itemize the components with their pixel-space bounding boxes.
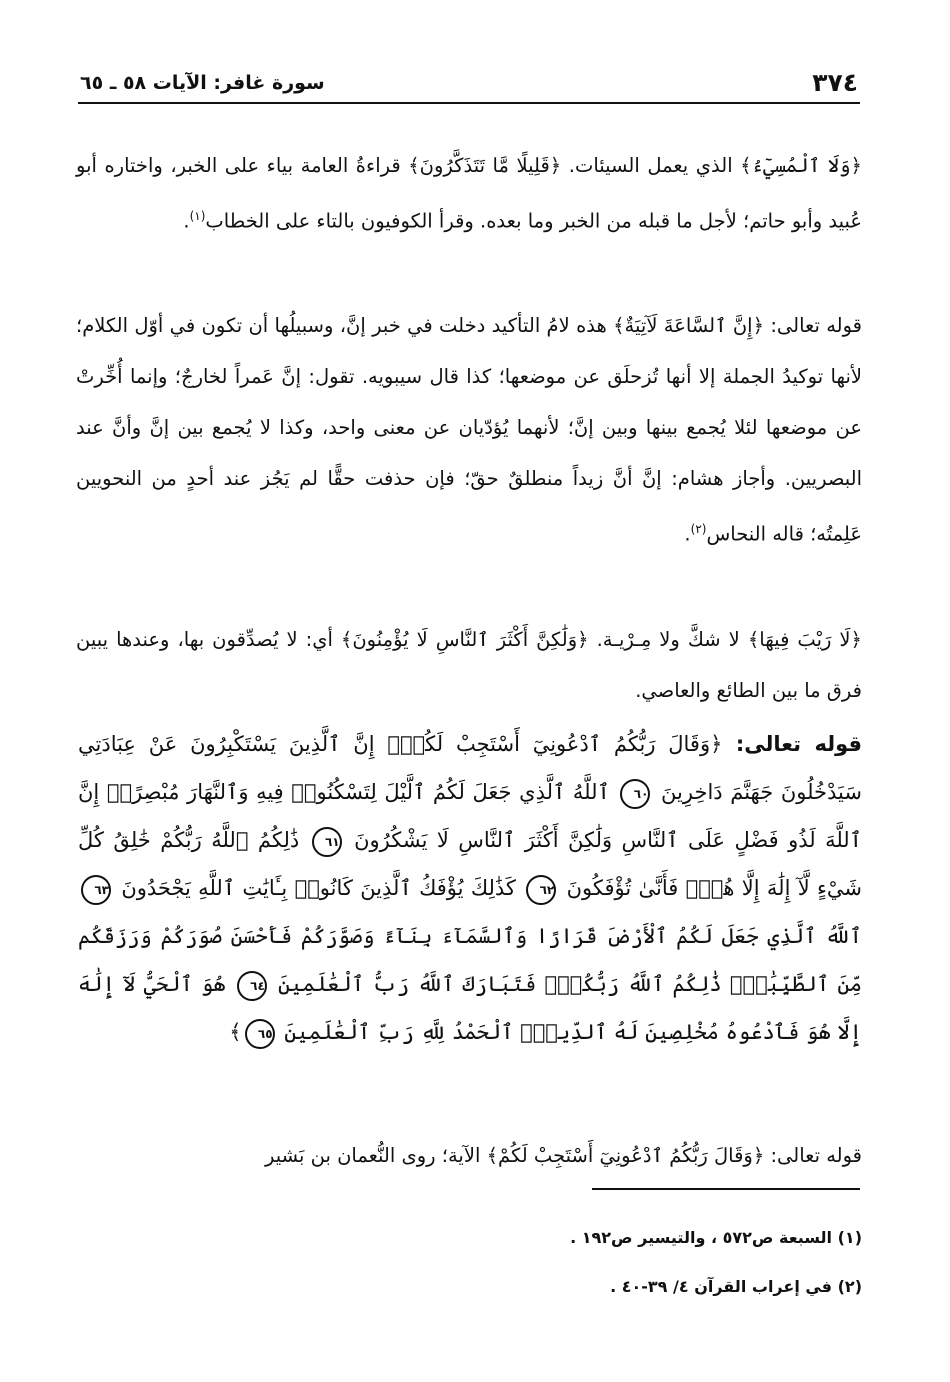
- verse-number-marker: ٦٣: [81, 875, 111, 905]
- quran-verse-block: [78, 720, 862, 1056]
- footnote-ref-1: (١): [189, 209, 206, 223]
- quran-quote: ﴿قَلِيلًا مَّا تَتَذَكَّرُونَ﴾: [408, 154, 562, 177]
- commentary-text: قوله تعالى:: [764, 314, 862, 337]
- page-header: [78, 68, 860, 104]
- commentary-paragraph-5: [76, 1136, 862, 1176]
- commentary-text: الذي يعمل السيئات.: [561, 154, 741, 177]
- verse-text: ذَٰلِكُمُ ٱللَّهُ رَبُّكُمْ خَٰلِقُ كُلِّ شَيْءٍ لَّآ إِلَٰهَ إِلَّا هُوَۖ فَأَنَّىٰ تُؤْفَكُونَ: [78, 828, 862, 900]
- commentary-text: هذه لامُ التأكيد دخلت في خبر إنَّ، وسبيلُها أن تكون في أوّل الكلام؛ لأنها توكيدُ الجملة إلا أنها تُزحلَق عن موضعها؛ كذا قال سيبويه. تقول: إنَّ عَمراً لخارجٌ؛ وإنما أُخِّرتْ عن موضعها لئلا يُجمع بينها وبين إنَّ؛ لأنهما يُؤدّيان عن معنى واحد، وكذا لا يُجمع بين إنَّ وأنَّ عند البصريين. وأجاز هشام: إنَّ أنَّ زيداً منطلقٌ حقّ؛ فإن حذفت حقًّا لم يَجُز عند أحدٍ من النحويين عَلِمتُه؛ قاله النحاس: [76, 314, 862, 546]
- verse-intro: قوله تعالى:: [722, 732, 863, 756]
- commentary-text: أي: لا يُصدِّقون بها، وعندها يبين فرق ما بين الطائع والعاصي.: [76, 628, 862, 702]
- verse-number-marker: ٦٤: [237, 971, 267, 1001]
- footnote-ref-2: (٢): [690, 522, 707, 536]
- commentary-paragraph-3: [76, 614, 862, 716]
- verse-text: كَذَٰلِكَ يُؤْفَكُ ٱلَّذِينَ كَانُوا۟ بِـَٔايَٰتِ ٱللَّهِ يَجْحَدُونَ: [121, 876, 524, 900]
- running-title: سورة غافر: الآيات ٥٨ ـ ٦٥: [80, 72, 325, 94]
- verse-number-marker: ٦٠: [620, 779, 650, 809]
- footnote-separator: [592, 1188, 860, 1190]
- page-number: ٣٧٤: [812, 68, 858, 97]
- commentary-paragraph-2: [76, 300, 862, 560]
- commentary-paragraph-1: [76, 140, 862, 247]
- quran-quote: ﴿لَا رَيْبَ فِيهَا﴾: [747, 628, 862, 651]
- verse-number-marker: ٦١: [312, 827, 342, 857]
- sentence-end: .: [684, 522, 691, 546]
- footnote-1: (١) السبعة ص٥٧٢ ، والتيسير ص١٩٢ .: [570, 1228, 862, 1247]
- verse-text: ٱللَّهُ ٱلَّذِي جَعَلَ لَكُمُ ٱلَّيْلَ لِتَسْكُنُوا۟ فِيهِ وَٱلنَّهَارَ مُبْصِرًاۚ إِنَّ ٱللَّهَ لَذُو فَضْلٍ عَلَى ٱلنَّاسِ وَلَٰكِنَّ أَكْثَرَ ٱلنَّاسِ لَا يَشْكُرُونَ: [78, 780, 862, 852]
- commentary-text: لا شكَّ ولا مِـرْيـة.: [588, 628, 748, 651]
- closing-bracket: ﴾: [229, 1020, 242, 1044]
- verse-text: ﴿وَقَالَ رَبُّكُمُ ٱدْعُونِيٓ أَسْتَجِبْ لَكُمْۚ إِنَّ ٱلَّذِينَ يَسْتَكْبِرُونَ عَنْ عِبَادَتِي سَيَدْخُلُونَ جَهَنَّمَ دَاخِرِينَ: [78, 732, 862, 804]
- commentary-text: قوله تعالى:: [764, 1144, 862, 1167]
- commentary-text: الآية؛ روى النُّعمان بن بَشير: [264, 1144, 487, 1167]
- commentary-text: قراءةُ العامة بياء على الخبر، واختاره أبو عُبيد وأبو حاتم؛ لأجل ما قبله من الخبر وما بعده. وقرأ الكوفيون بالتاء على الخطاب: [76, 154, 862, 233]
- quran-quote: ﴿إِنَّ ٱلسَّاعَةَ لَآتِيَةٌ﴾: [613, 314, 765, 337]
- verse-text: ٱللَّهُ ٱلَّذِي جَعَلَ لَكُمُ ٱلْأَرْضَ قَرَارًا وَٱلسَّمَآءَ بِنَآءً وَصَوَّرَكُمْ فَأَحْسَنَ صُوَرَكُمْ وَرَزَقَكُم مِّنَ ٱلطَّيِّبَٰتِۚ ذَٰلِكُمُ ٱللَّهُ رَبُّكُمْۖ فَتَبَارَكَ ٱللَّهُ رَبُّ ٱلْعَٰلَمِينَ: [78, 924, 863, 996]
- sentence-end: .: [183, 209, 190, 233]
- quran-quote: ﴿وَلَا ٱلْمُسِيٓءُ﴾: [740, 154, 862, 177]
- quran-quote: ﴿وَقَالَ رَبُّكُمُ ٱدْعُونِيٓ أَسْتَجِبْ لَكُمْ﴾: [486, 1144, 765, 1167]
- verse-number-marker: ٦٢: [526, 875, 556, 905]
- footnote-2: (٢) في إعراب القرآن ٤/ ٣٩-٤٠ .: [610, 1277, 862, 1296]
- quran-quote: ﴿وَلَٰكِنَّ أَكْثَرَ ٱلنَّاسِ لَا يُؤْمِنُونَ﴾: [340, 628, 589, 651]
- verse-text: هُوَ ٱلْحَيُّ لَآ إِلَٰهَ إِلَّا هُوَ فَٱدْعُوهُ مُخْلِصِينَ لَهُ ٱلدِّينَۗ ٱلْحَمْدُ لِلَّهِ رَبِّ ٱلْعَٰلَمِينَ: [78, 972, 862, 1044]
- verse-number-marker: ٦٥: [245, 1019, 275, 1049]
